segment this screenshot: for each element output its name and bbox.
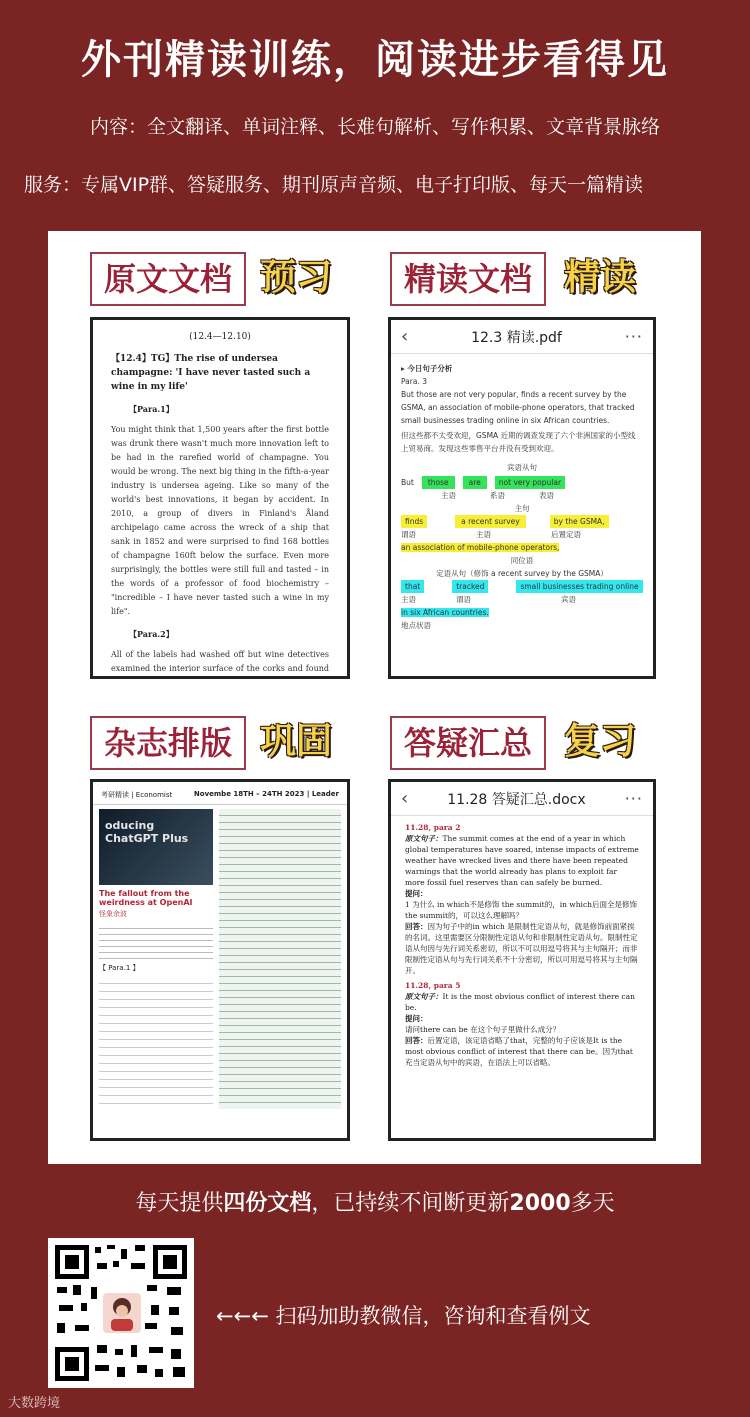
doc3-notes-lines (219, 809, 341, 1109)
card-action-intensive: 精读 (564, 257, 637, 298)
back-icon[interactable]: ‹ (401, 788, 409, 809)
orig2-text: It is the most obvious conflict of interest there can be. (405, 992, 635, 1012)
doc2-filename: 12.3 精读.pdf (471, 329, 562, 346)
service-line: 服务：专属VIP群、答疑服务、期刊原声音频、电子打印版、每天一篇精读 (24, 174, 644, 196)
row1 (401, 476, 643, 489)
card-label-magazine: 杂志排版 (90, 716, 246, 770)
role: 谓语 (456, 595, 471, 604)
original-doc-preview[interactable] (90, 317, 350, 679)
row1-word: are (463, 476, 487, 489)
doc3-masthead-row (93, 782, 347, 805)
update-mid: ，已持续不间断更新 (311, 1191, 510, 1216)
doc4-titlebar (391, 782, 653, 816)
row1-word: But (401, 478, 414, 487)
card-action-consolidate: 巩固 (260, 721, 333, 762)
doc4-answer2 (405, 1035, 639, 1068)
role: 后置定语 (551, 530, 581, 539)
doc-date-range: (12.4—12.10) (189, 332, 251, 342)
qa-doc-preview[interactable] (388, 779, 656, 1141)
doc2-section: ▸ 今日句子分析 (401, 364, 453, 373)
card-label-intensive-doc: 精读文档 (390, 252, 546, 306)
doc4-orig2 (405, 991, 639, 1013)
doc2-titlebar (391, 320, 653, 354)
card-action-review: 复习 (564, 721, 637, 762)
card-label-original-doc: 原文文档 (90, 252, 246, 306)
update-line (0, 1186, 750, 1217)
update-prefix: 每天提供 (135, 1191, 224, 1216)
para1-text: You might think that 1,500 years after the first bottle was drunk there wasn't much more innovation left to be had in the rarefied world of champagne. You would be wrong. The next big thing in the fifth-a-year industry is undersea ageing. Like so many of the world's best innovations, it began by accident. In 2010, a group of divers in Finland's Åland archipelago came across the wreck of a ship that sank in 1852 and were surprised to find 168 bottles of champagne 160ft below the surface. Even more surprisingly, the bottles were still full and tasted – in the words of a professor of food biochemistry – "incredible – I have never tasted such a wine in my life". (111, 425, 329, 616)
role: 表语 (539, 491, 554, 500)
doc4-h1: 11.28, para 2 (405, 823, 461, 832)
content-line: 内容：全文翻译、单词注释、长难句解析、写作积累、文章背景脉络 (89, 116, 660, 138)
doc4-answer (405, 921, 639, 976)
row2-word: a recent survey (455, 515, 526, 528)
row3-roles (401, 593, 643, 606)
row3 (401, 580, 643, 593)
update-num: 2000 (509, 1191, 571, 1216)
row3b: in six African countries. (401, 608, 489, 617)
a-label: 回答： (405, 922, 428, 931)
main-label: 主句 (514, 504, 530, 513)
doc3-date: Novembe 18TH – 24TH 2023 | Leader (193, 790, 339, 798)
a-text: 因为句子中的in which 是限制性定语从句，就是修饰前面紧挨的名词。这里需要区分限制性定语从句和非限制性定语从句。限制性定语从句因与先行词关系密切，所以不可以用逗号将其与主句隔开；而非限制性定语从句与先行词关系不十分密切，所以可用逗号将其与主句隔开。 (405, 922, 638, 975)
row1-roles (401, 489, 643, 502)
page-headline: 外刊精读训练，阅读进步看得见 (81, 37, 669, 83)
doc3-photo (99, 809, 213, 885)
q-label-2: 提问： (405, 1014, 428, 1023)
row3-word: tracked (452, 580, 488, 593)
row3-word: that (401, 580, 424, 593)
q-text: 1 为什么 in which不是修饰 the summit的，in which后面全是修饰 the summit的，可以这么理解吗？ (405, 900, 637, 920)
role: 主语 (401, 595, 416, 604)
doc3-notes-col (219, 809, 341, 1109)
doc2-translation: 但这些都不太受欢迎，GSMA 近期的调查发现了六个非洲国家的小型线上贸易商。发现这些零售平台并没有受到欢迎。 (401, 431, 636, 453)
doc3-body-lines (99, 976, 213, 1106)
doc3-title-en: The fallout from the weirdness at OpenAI (99, 889, 193, 907)
more-icon[interactable]: ··· (624, 789, 643, 808)
row2-word: by the GSMA, (550, 515, 609, 528)
orig-label: 原文句子： (405, 834, 443, 843)
doc2-section-text: 今日句子分析 (407, 364, 453, 373)
doc3-para-tag: 【 Para.1 】 (99, 964, 140, 972)
doc-headline: 【12.4】TG】The rise of undersea champagne: 'I have never tasted such a wine in my life' (111, 354, 311, 392)
back-icon[interactable]: ‹ (401, 326, 409, 347)
a-label-2: 回答： (405, 1036, 428, 1045)
row2-word: finds (401, 515, 427, 528)
qr-cta-text: ←←← 扫码加助教微信，咨询和查看例文 (216, 1304, 591, 1328)
row1-word: those (422, 476, 455, 489)
row3-word: small businesses trading online (516, 580, 642, 593)
role: 宾语 (561, 595, 576, 604)
watermark: 大数跨境 (8, 1396, 61, 1411)
role: 系语 (490, 491, 505, 500)
magazine-doc-preview[interactable] (90, 779, 350, 1141)
doc3-title-cn: 怪象余波 (99, 910, 127, 918)
doc2-sentence: But those are not very popular, finds a recent survey by the GSMA, an association of mobile-phone operators, that tracked small businesses trading online in six African countries. (401, 390, 635, 425)
row2-roles (401, 528, 643, 541)
role: 主语 (476, 530, 491, 539)
orig-text: The summit comes at the end of a year in which global temperatures have soared, intense impacts of extreme weather have wrecked lives and there have been repeated warnings that the world already has plans to exploit far more fossil fuel reserves than can safely be burned. (405, 834, 639, 887)
row2b: an association of mobile-phone operators, (401, 543, 560, 552)
a2-text: 后置定语，该定语省略了that，完整的句子应该是It is the most obvious conflict of interest that there can be。因为that 充当定语从句中的宾语，在语法上可以省略。 (405, 1036, 633, 1067)
doc3-promo: oducing ChatGPT Plus (105, 819, 189, 845)
clause-label: 宾语从句 (507, 463, 537, 472)
orig-label-2: 原文句子： (405, 992, 443, 1001)
role: 主语 (441, 491, 456, 500)
row1-word: not very popular (495, 476, 565, 489)
q-label: 提问： (405, 889, 428, 898)
para2-tag: 【Para.2】 (129, 629, 174, 639)
showcase-panel (48, 231, 701, 1164)
doc2-para: Para. 3 (401, 377, 428, 386)
doc3-text-lines (99, 923, 213, 959)
intensive-doc-preview[interactable] (388, 317, 656, 679)
card-label-qa-summary: 答疑汇总 (390, 716, 546, 770)
update-bold: 四份文档 (223, 1191, 312, 1216)
appositive-label: 同位语 (510, 556, 534, 565)
card-action-preview: 预习 (260, 257, 333, 298)
doc4-orig (405, 833, 639, 888)
para2-text: All of the labels had washed off but wine detectives examined the interior surface of the corks and found (111, 650, 329, 673)
doc4-h2: 11.28, para 5 (405, 981, 461, 990)
doc3-masthead: 考研精读 | Economist (101, 791, 173, 799)
update-suffix: 多天 (570, 1191, 615, 1216)
doc3-left-col (99, 809, 213, 1109)
doc4-filename: 11.28 答疑汇总.docx (447, 791, 586, 808)
more-icon[interactable]: ··· (624, 327, 643, 346)
q2-text: 请问there can be 在这个句子里做什么成分？ (405, 1025, 561, 1034)
doc3-body (93, 805, 347, 1113)
rel-label: 定语从句（修饰 a recent survey by the GSMA） (436, 569, 608, 578)
para1-tag: 【Para.1】 (129, 404, 174, 414)
row2 (401, 515, 643, 528)
role: 谓语 (401, 530, 416, 539)
adv-label: 地点状语 (401, 621, 431, 630)
wechat-qr-code[interactable] (48, 1238, 194, 1388)
